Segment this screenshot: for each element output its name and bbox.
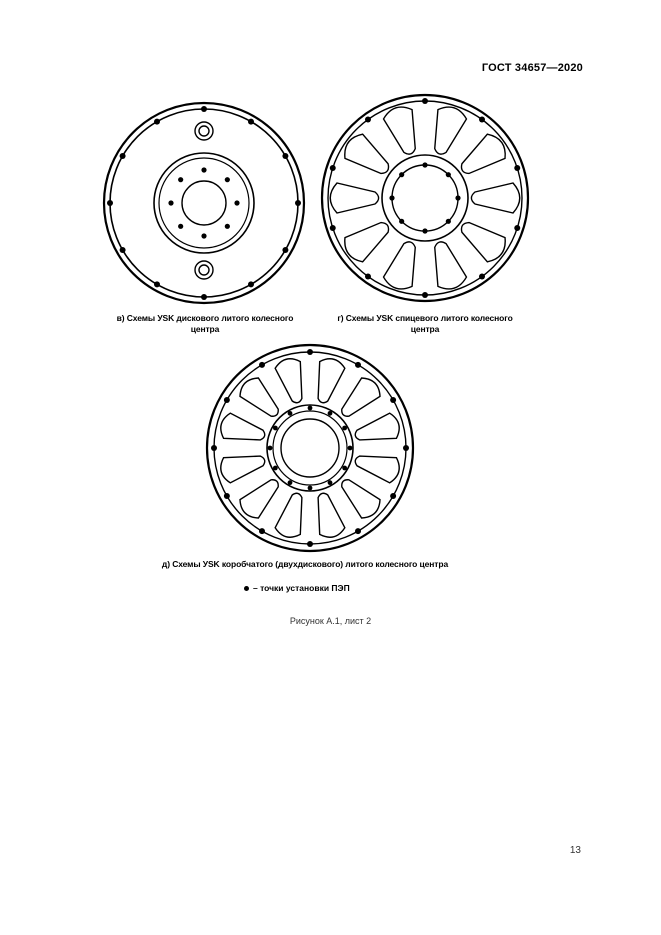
- box-window: [236, 472, 286, 522]
- sensor-point: [120, 247, 126, 253]
- sensor-point: [201, 233, 206, 238]
- caption-spoked-wheel: [320, 313, 530, 335]
- sensor-point: [282, 153, 288, 159]
- sensor-point: [479, 273, 485, 279]
- document-standard-number: ГОСТ 34657—2020: [481, 62, 583, 74]
- caption-disc-wheel-line2: центра: [190, 324, 220, 334]
- sensor-point: [422, 98, 428, 104]
- box-window: [236, 374, 286, 424]
- sensor-point: [514, 165, 520, 171]
- sensor-point: [178, 177, 183, 182]
- spoke-window: [330, 183, 378, 213]
- sensor-point: [154, 119, 160, 125]
- box-window: [218, 448, 268, 485]
- sensor-point: [201, 106, 207, 112]
- sensor-point: [273, 466, 278, 471]
- sensor-point: [234, 200, 239, 205]
- box-window: [274, 490, 311, 540]
- box-window: [310, 490, 347, 540]
- box-window: [274, 356, 311, 406]
- sensor-point: [330, 225, 336, 231]
- sensor-point: [248, 119, 254, 125]
- sensor-point: [514, 225, 520, 231]
- caption-disc-wheel-line1: в) Схемы УSK дискового литого колесного: [116, 313, 294, 323]
- sensor-point: [154, 281, 160, 287]
- sensor-point: [308, 406, 313, 411]
- disc-wheel-scheme: [104, 103, 304, 303]
- sensor-point: [399, 219, 404, 224]
- legend: [244, 583, 350, 593]
- caption-disc-wheel: [100, 313, 310, 335]
- spoke-window: [381, 237, 424, 292]
- sensor-point: [330, 165, 336, 171]
- sensor-point: [355, 528, 361, 534]
- sensor-point: [282, 247, 288, 253]
- sensor-point: [120, 153, 126, 159]
- sensor-point: [307, 541, 313, 547]
- sensor-point: [348, 446, 353, 451]
- spoke-window: [425, 103, 468, 158]
- box-window: [218, 412, 268, 449]
- spoked-wheel-scheme: [322, 95, 528, 301]
- sensor-point: [225, 177, 230, 182]
- sensor-point: [178, 224, 183, 229]
- sensor-point: [403, 445, 409, 451]
- sensor-point: [422, 162, 427, 167]
- sensor-point: [355, 362, 361, 368]
- sensor-point: [224, 493, 230, 499]
- legend-text: – точки установки ПЭП: [253, 583, 350, 593]
- box-window: [352, 412, 402, 449]
- sensor-point: [288, 480, 293, 485]
- caption-box-wheel: д) Схемы УSK коробчатого (двухдискового) литого колесного центра: [161, 559, 449, 569]
- sensor-point: [295, 200, 301, 206]
- sensor-point: [390, 397, 396, 403]
- sensor-point-icon: [244, 586, 249, 591]
- sensor-point: [342, 426, 347, 431]
- sensor-point: [273, 426, 278, 431]
- sensor-point: [446, 172, 451, 177]
- sensor-point: [479, 117, 485, 123]
- sensor-point: [365, 117, 371, 123]
- sensor-point: [307, 349, 313, 355]
- sensor-point: [455, 195, 460, 200]
- spoke-window: [381, 103, 424, 158]
- box-window: [310, 356, 347, 406]
- sensor-point: [365, 273, 371, 279]
- sensor-point: [201, 294, 207, 300]
- sensor-point: [328, 411, 333, 416]
- sensor-point: [168, 200, 173, 205]
- box-wheel-scheme: [207, 345, 413, 551]
- sensor-point: [342, 466, 347, 471]
- sensor-point: [328, 480, 333, 485]
- figure-caption: Рисунок А.1, лист 2: [289, 616, 372, 626]
- sensor-point: [446, 219, 451, 224]
- sensor-point: [107, 200, 113, 206]
- sensor-point: [259, 528, 265, 534]
- sensor-point: [248, 281, 254, 287]
- sensor-point: [390, 493, 396, 499]
- sensor-point: [268, 446, 273, 451]
- sensor-point: [422, 228, 427, 233]
- sensor-point: [225, 224, 230, 229]
- spoke-window: [471, 183, 519, 213]
- sensor-point: [389, 195, 394, 200]
- box-window: [352, 448, 402, 485]
- sensor-point: [422, 292, 428, 298]
- box-window: [334, 374, 384, 424]
- caption-spoked-wheel-line2: центра: [410, 324, 440, 334]
- box-window: [334, 472, 384, 522]
- page-number: 13: [569, 845, 581, 856]
- spoke-window: [425, 237, 468, 292]
- sensor-point: [288, 411, 293, 416]
- sensor-point: [399, 172, 404, 177]
- sensor-point: [308, 486, 313, 491]
- sensor-point: [224, 397, 230, 403]
- sensor-point: [211, 445, 217, 451]
- sensor-point: [259, 362, 265, 368]
- sensor-point: [201, 167, 206, 172]
- caption-spoked-wheel-line1: г) Схемы УSK спицевого литого колесного: [337, 313, 513, 323]
